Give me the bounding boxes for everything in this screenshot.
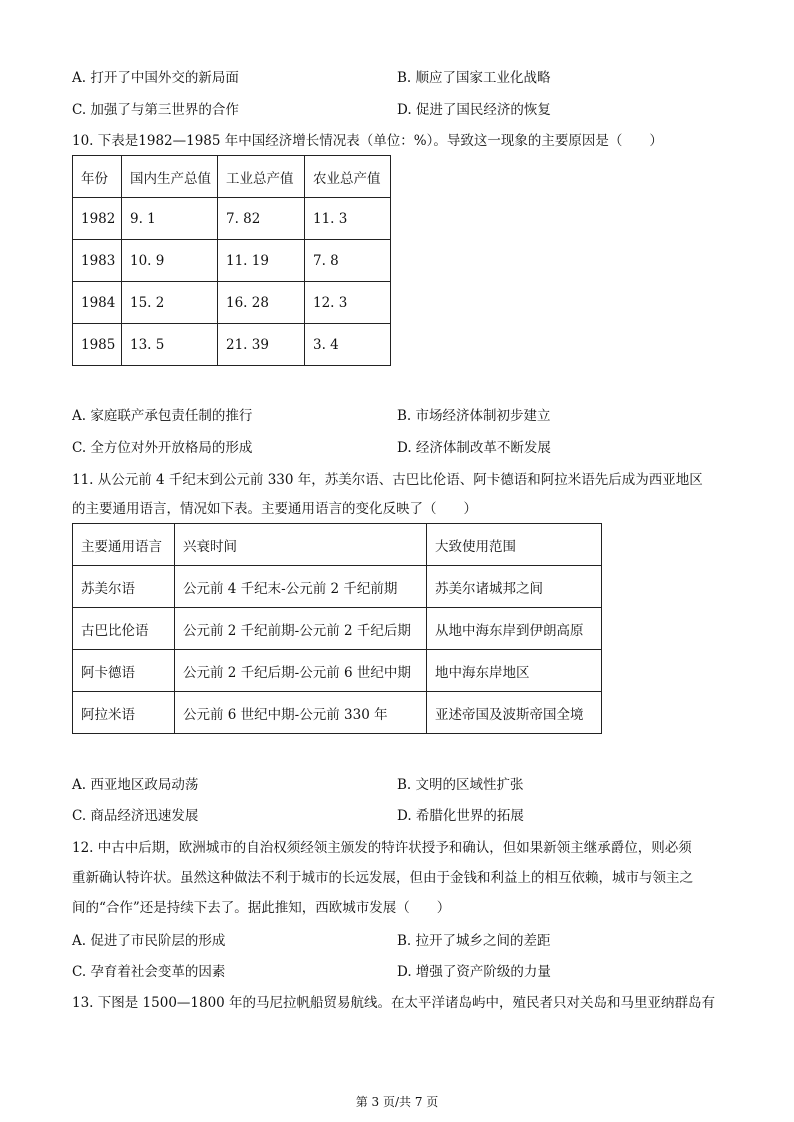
q11-stem-line-1: 11. 从公元前 4 千纪末到公元前 330 年，苏美尔语、古巴比伦语、阿卡德语和阿拉米语先后成为西亚地区 [72, 472, 703, 488]
q12-option-b: B. 拉开了城乡之间的差距 [397, 933, 551, 949]
table-cell: 苏美尔语 [73, 566, 175, 608]
table-row [73, 240, 391, 282]
table-header-cell: 农业总产值 [305, 156, 391, 198]
table-cell: 7. 82 [218, 198, 305, 240]
q12-options-row-1 [72, 929, 732, 949]
q12-option-d: D. 增强了资产阶级的力量 [397, 964, 551, 980]
q13-stem-line-1: 13. 下图是 1500—1800 年的马尼拉帆船贸易航线。在太平洋诸岛屿中，殖民者只对关岛和马里亚纳群岛有 [72, 995, 716, 1011]
q11-option-b: B. 文明的区域性扩张 [397, 777, 524, 793]
table-cell: 3. 4 [305, 324, 391, 366]
q11-option-c: C. 商品经济迅速发展 [72, 808, 199, 824]
table-header-cell: 国内生产总值 [122, 156, 218, 198]
q9-option-b: B. 顺应了国家工业化战略 [397, 70, 551, 86]
table-cell: 7. 8 [305, 240, 391, 282]
table-cell: 古巴比伦语 [73, 608, 175, 650]
table-cell: 地中海东岸地区 [427, 650, 602, 692]
table-cell: 12. 3 [305, 282, 391, 324]
q10-options-row-1 [72, 404, 732, 424]
q12-stem-line-3: 间的“合作”还是持续下去了。据此推知，西欧城市发展（ ） [72, 900, 451, 916]
q10-option-d: D. 经济体制改革不断发展 [397, 440, 551, 456]
table-header-row [73, 156, 391, 198]
table-header-cell: 工业总产值 [218, 156, 305, 198]
q12-stem-line-1: 12. 中古中后期，欧洲城市的自治权须经领主颁发的特许状授予和确认，但如果新领主继承爵位，则必须 [72, 840, 692, 856]
q11-option-d: D. 希腊化世界的拓展 [397, 808, 524, 824]
q10-table [72, 155, 391, 366]
table-header-cell: 主要通用语言 [73, 524, 175, 566]
table-header-row [73, 524, 602, 566]
table-row [73, 650, 602, 692]
table-row [73, 608, 602, 650]
table-cell: 15. 2 [122, 282, 218, 324]
table-cell: 1985 [73, 324, 122, 366]
table-cell: 9. 1 [122, 198, 218, 240]
table-cell: 1984 [73, 282, 122, 324]
q11-options-row-1 [72, 773, 732, 793]
q11-option-a: A. 西亚地区政局动荡 [72, 777, 199, 793]
table-cell: 16. 28 [218, 282, 305, 324]
q12-stem-line-2: 重新确认特许状。虽然这种做法不利于城市的长远发展，但由于金钱和利益上的相互依赖，城市与领主之 [72, 870, 693, 886]
q12-options-row-2 [72, 960, 732, 980]
table-cell: 公元前 6 世纪中期-公元前 330 年 [175, 692, 427, 734]
table-cell: 1983 [73, 240, 122, 282]
q9-option-a: A. 打开了中国外交的新局面 [72, 70, 239, 86]
table-cell: 苏美尔诸城邦之间 [427, 566, 602, 608]
q9-option-d: D. 促进了国民经济的恢复 [397, 102, 551, 118]
q9-option-c: C. 加强了与第三世界的合作 [72, 102, 239, 118]
table-row [73, 566, 602, 608]
q10-option-c: C. 全方位对外开放格局的形成 [72, 440, 253, 456]
q12-option-c: C. 孕育着社会变革的因素 [72, 964, 226, 980]
table-row [73, 324, 391, 366]
table-cell: 13. 5 [122, 324, 218, 366]
table-cell: 从地中海东岸到伊朗高原 [427, 608, 602, 650]
q9-options-row-2 [72, 98, 732, 118]
table-cell: 阿卡德语 [73, 650, 175, 692]
table-cell: 21. 39 [218, 324, 305, 366]
table-header-cell: 大致使用范围 [427, 524, 602, 566]
table-row [73, 198, 391, 240]
table-cell: 10. 9 [122, 240, 218, 282]
table-row [73, 692, 602, 734]
table-cell: 公元前 4 千纪末-公元前 2 千纪前期 [175, 566, 427, 608]
table-header-cell: 兴衰时间 [175, 524, 427, 566]
table-cell: 11. 19 [218, 240, 305, 282]
table-cell: 11. 3 [305, 198, 391, 240]
table-cell: 阿拉米语 [73, 692, 175, 734]
page-footer: 第 3 页/共 7 页 [355, 1095, 439, 1109]
q11-options-row-2 [72, 804, 732, 824]
table-header-cell: 年份 [73, 156, 122, 198]
q10-options-row-2 [72, 436, 732, 456]
q10-stem: 10. 下表是1982—1985 年中国经济增长情况表（单位：%）。导致这一现象的主要原因是（ ） [72, 133, 663, 149]
table-cell: 亚述帝国及波斯帝国全境 [427, 692, 602, 734]
table-cell: 1982 [73, 198, 122, 240]
table-row [73, 282, 391, 324]
q12-option-a: A. 促进了市民阶层的形成 [72, 933, 226, 949]
q9-options-row-1 [72, 66, 732, 86]
q10-option-a: A. 家庭联产承包责任制的推行 [72, 408, 253, 424]
q11-stem-line-2: 的主要通用语言，情况如下表。主要通用语言的变化反映了（ ） [72, 501, 477, 517]
table-cell: 公元前 2 千纪后期-公元前 6 世纪中期 [175, 650, 427, 692]
q10-option-b: B. 市场经济体制初步建立 [397, 408, 551, 424]
q11-table [72, 523, 602, 734]
table-cell: 公元前 2 千纪前期-公元前 2 千纪后期 [175, 608, 427, 650]
